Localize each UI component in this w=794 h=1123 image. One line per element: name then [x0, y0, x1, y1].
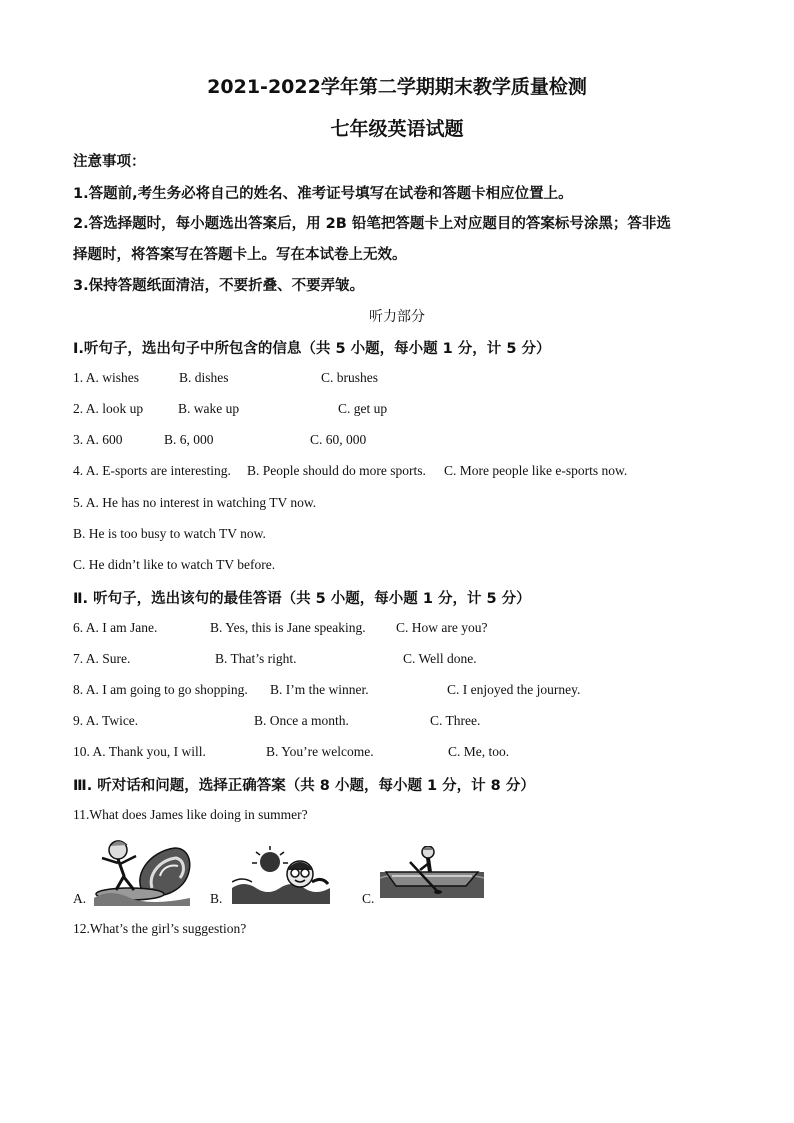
q11-option-a-label: A. [73, 891, 87, 906]
q4-option-c: C. More people like e-sports now. [444, 463, 628, 478]
q9-option-a: 9. A. Twice. [73, 713, 139, 728]
note-item-1: 1.答题前,考生务必将自己的姓名、准考证号填写在试卷和答题卡相应位置上。 [73, 186, 573, 202]
section-2-heading: Ⅱ. 听句子，选出该句的最佳答语（共 5 小题，每小题 1 分，计 5 分） [73, 591, 531, 607]
q7-option-b: B. That’s right. [215, 651, 297, 666]
q7-option-c: C. Well done. [403, 651, 477, 666]
q5-option-b: B. He is too busy to watch TV now. [73, 526, 266, 541]
q3-option-c: C. 60, 000 [310, 432, 367, 447]
note-item-3: 3.保持答题纸面清洁，不要折叠、不要弄皱。 [73, 278, 365, 294]
q6-option-a: 6. A. I am Jane. [73, 620, 158, 635]
q8-option-c: C. I enjoyed the journey. [447, 682, 581, 697]
listening-part-title: 听力部分 [369, 309, 425, 325]
rowing-boat-picture-icon [380, 846, 484, 898]
q8-option-a: 8. A. I am going to go shopping. [73, 682, 248, 697]
swimming-picture-icon [232, 846, 330, 904]
q2-option-a: 2. A. look up [73, 401, 144, 416]
q10-option-b: B. You’re welcome. [266, 744, 374, 759]
q5-option-a: 5. A. He has no interest in watching TV now. [73, 495, 317, 510]
q1-option-a: 1. A. wishes [73, 370, 140, 385]
q6-option-c: C. How are you? [396, 620, 488, 635]
exam-title: 2021-2022学年第二学期期末教学质量检测 [207, 76, 587, 98]
q10-option-a: 10. A. Thank you, I will. [73, 744, 206, 759]
exam-subtitle: 七年级英语试题 [330, 118, 464, 140]
q11-option-c-label: C. [362, 891, 375, 906]
q1-option-b: B. dishes [179, 370, 229, 385]
q1-option-c: C. brushes [321, 370, 378, 385]
q2-option-c: C. get up [338, 401, 388, 416]
q9-option-c: C. Three. [430, 713, 481, 728]
notes-heading: 注意事项： [73, 154, 146, 170]
q12-question: 12.What’s the girl’s suggestion? [73, 921, 247, 936]
q8-option-b: B. I’m the winner. [270, 682, 369, 697]
q5-option-c: C. He didn’t like to watch TV before. [73, 557, 276, 572]
q11-option-b-label: B. [210, 891, 223, 906]
q3-option-b: B. 6, 000 [164, 432, 214, 447]
surfing-picture-icon [90, 836, 194, 906]
q11-question: 11.What does James like doing in summer? [73, 807, 308, 822]
q7-option-a: 7. A. Sure. [73, 651, 131, 666]
note-item-2-line-2: 择题时，将答案写在答题卡上。写在本试卷上无效。 [73, 247, 407, 263]
q4-option-a: 4. A. E-sports are interesting. [73, 463, 231, 478]
q3-option-a: 3. A. 600 [73, 432, 123, 447]
q4-option-b: B. People should do more sports. [247, 463, 426, 478]
q6-option-b: B. Yes, this is Jane speaking. [210, 620, 366, 635]
section-1-heading: I.听句子，选出句子中所包含的信息（共 5 小题，每小题 1 分，计 5 分） [73, 341, 551, 357]
note-item-2-line-1: 2.答选择题时，每小题选出答案后，用 2B 铅笔把答题卡上对应题目的答案标号涂黑；答非选 [73, 216, 671, 232]
section-3-heading: Ⅲ. 听对话和问题，选择正确答案（共 8 小题，每小题 1 分，计 8 分） [73, 778, 535, 794]
q2-option-b: B. wake up [178, 401, 240, 416]
q10-option-c: C. Me, too. [448, 744, 510, 759]
q9-option-b: B. Once a month. [254, 713, 349, 728]
